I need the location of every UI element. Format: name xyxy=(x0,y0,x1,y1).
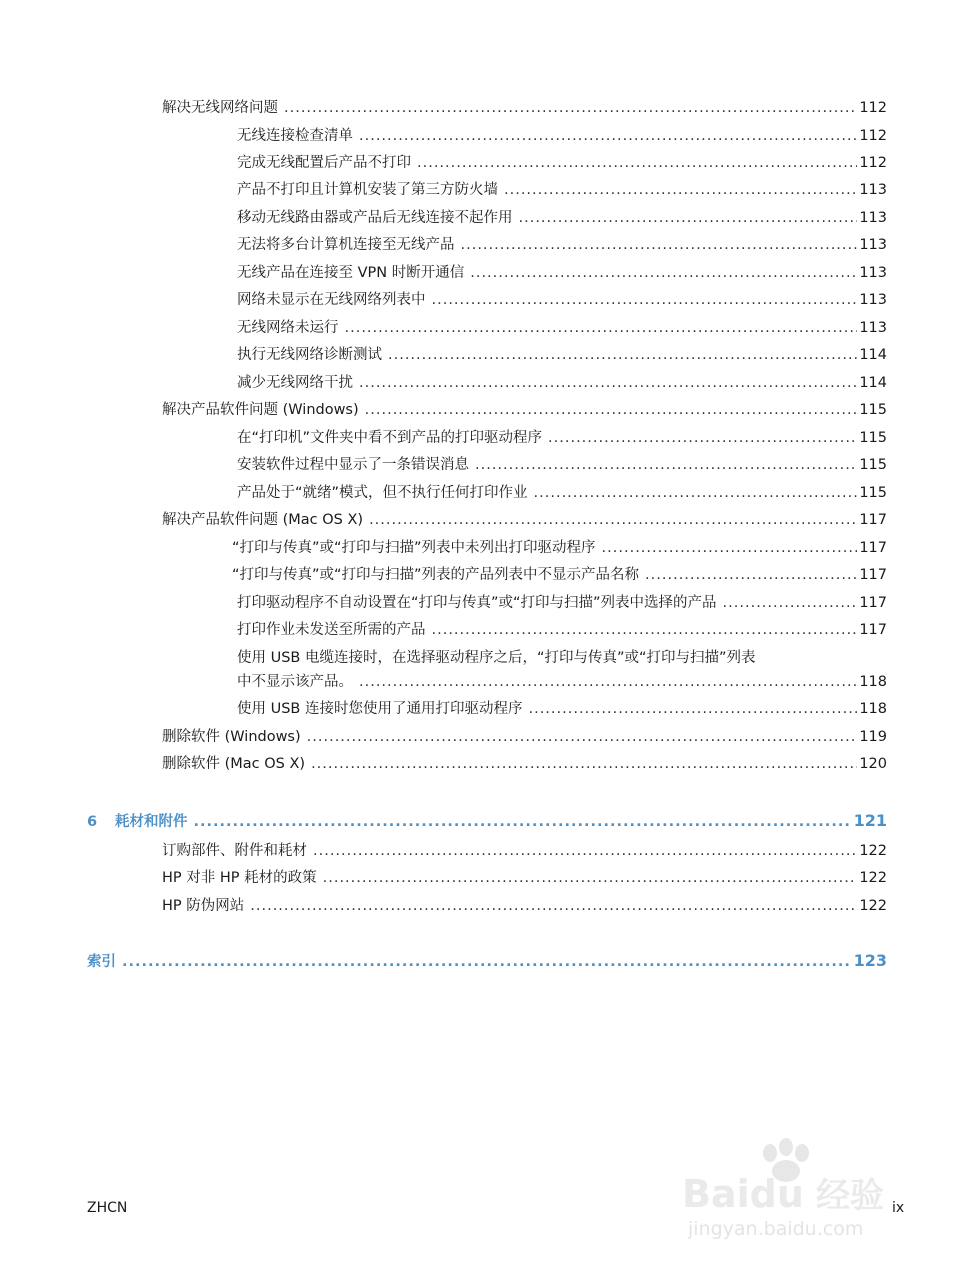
baidu-jingyan-watermark xyxy=(678,1135,908,1245)
toc-chapter-page: 121 xyxy=(853,811,887,830)
toc-entry[interactable] xyxy=(237,484,887,502)
watermark-brand: Baidu xyxy=(682,1172,804,1216)
toc-entry[interactable] xyxy=(237,236,887,254)
toc-leader xyxy=(122,953,852,971)
toc-leader xyxy=(311,755,857,773)
toc-entry[interactable] xyxy=(237,291,887,309)
toc-leader xyxy=(470,264,857,282)
toc-entry-title: 解决产品软件问题 (Mac OS X) xyxy=(162,512,364,528)
toc-leader xyxy=(323,869,858,887)
toc-entry-page: 113 xyxy=(859,292,887,308)
toc-entry-page: 117 xyxy=(859,595,887,611)
chapter-title-text: 耗材和附件 xyxy=(115,814,188,830)
toc-chapter[interactable] xyxy=(87,952,887,971)
toc-leader xyxy=(548,429,857,447)
toc-entry[interactable] xyxy=(232,539,887,557)
toc-entry-page: 115 xyxy=(859,430,887,446)
toc-entry-title: HP 防伪网站 xyxy=(162,898,245,914)
toc-chapter[interactable] xyxy=(87,812,887,831)
toc-entry-page: 114 xyxy=(859,347,887,363)
toc-entry-page: 115 xyxy=(859,457,887,473)
toc-entry[interactable] xyxy=(162,511,887,529)
toc-entry-page: 117 xyxy=(859,567,887,583)
toc-entry-title-line1[interactable]: 使用 USB 电缆连接时，在选择驱动程序之后，“打印与传真”或“打印与扫描”列表 xyxy=(237,650,756,666)
toc-entry-title: HP 对非 HP 耗材的政策 xyxy=(162,870,317,886)
toc-leader xyxy=(359,673,857,691)
toc-entry-title: 移动无线路由器或产品后无线连接不起作用 xyxy=(237,210,513,226)
toc-entry-page: 117 xyxy=(859,622,887,638)
toc-entry[interactable] xyxy=(162,755,887,773)
toc-entry-title: “打印与传真”或“打印与扫描”列表中未列出打印驱动程序 xyxy=(232,540,596,556)
toc-entry[interactable] xyxy=(237,374,887,392)
toc-entry[interactable] xyxy=(237,319,887,337)
toc-entry-page: 117 xyxy=(859,512,887,528)
toc-entry-title: “打印与传真”或“打印与扫描”列表的产品列表中不显示产品名称 xyxy=(232,567,640,583)
toc-leader xyxy=(417,154,857,172)
toc-entry-title: 打印作业未发送至所需的产品 xyxy=(237,622,426,638)
toc-entry[interactable] xyxy=(162,842,887,860)
toc-entry-title: 解决产品软件问题 (Windows) xyxy=(162,402,359,418)
toc-entry-title: 产品不打印且计算机安装了第三方防火墙 xyxy=(237,182,498,198)
toc-entry-title: 执行无线网络诊断测试 xyxy=(237,347,382,363)
toc-entry-title: 订购部件、附件和耗材 xyxy=(162,843,307,859)
toc-entry-title: 减少无线网络干扰 xyxy=(237,375,353,391)
toc-entry[interactable] xyxy=(162,401,887,419)
toc-entry-title: 无法将多台计算机连接至无线产品 xyxy=(237,237,455,253)
toc-entry-page: 117 xyxy=(859,540,887,556)
toc-entry[interactable] xyxy=(237,594,887,612)
toc-leader xyxy=(432,621,858,639)
toc-entry[interactable] xyxy=(237,429,887,447)
toc-leader xyxy=(475,456,857,474)
toc-entry-page: 113 xyxy=(859,320,887,336)
toc-entry-title: 无线产品在连接至 VPN 时断开通信 xyxy=(237,265,465,281)
toc-leader xyxy=(359,127,857,145)
toc-entry[interactable] xyxy=(237,346,887,364)
toc-entry-page: 113 xyxy=(859,265,887,281)
toc-chapter-title xyxy=(87,813,194,831)
toc-chapter-title: 索引 xyxy=(87,954,116,970)
toc-entry[interactable] xyxy=(237,264,887,282)
footer-language-code: ZHCN xyxy=(87,1200,128,1216)
toc-entry[interactable] xyxy=(237,181,887,199)
toc-entry[interactable] xyxy=(232,566,887,584)
toc-entry-page: 112 xyxy=(859,100,887,116)
toc-entry[interactable] xyxy=(237,209,887,227)
toc-entry[interactable] xyxy=(237,456,887,474)
toc-entry[interactable] xyxy=(237,621,887,639)
watermark-url: jingyan.baidu.com xyxy=(688,1218,864,1240)
toc-entry-page: 118 xyxy=(859,701,887,717)
toc-leader xyxy=(534,484,858,502)
toc-chapter-page: 123 xyxy=(853,951,887,970)
toc-leader xyxy=(345,319,858,337)
toc-entry-title: 使用 USB 连接时您使用了通用打印驱动程序 xyxy=(237,701,523,717)
toc-entry-page: 113 xyxy=(859,210,887,226)
toc-entry-page: 122 xyxy=(859,843,887,859)
toc-entry[interactable] xyxy=(237,154,887,172)
toc-leader xyxy=(519,209,858,227)
toc-entry-page: 113 xyxy=(859,182,887,198)
toc-leader xyxy=(388,346,857,364)
toc-leader xyxy=(365,401,858,419)
toc-entry-title: 无线网络未运行 xyxy=(237,320,339,336)
toc-entry-title: 打印驱动程序不自动设置在“打印与传真”或“打印与扫描”列表中选择的产品 xyxy=(237,595,717,611)
toc-entry-page: 122 xyxy=(859,898,887,914)
toc-leader xyxy=(528,700,857,718)
toc-leader xyxy=(504,181,857,199)
toc-entry-page: 120 xyxy=(859,756,887,772)
toc-entry-page: 115 xyxy=(859,402,887,418)
toc-leader xyxy=(250,897,857,915)
toc-entry-title: 网络未显示在无线网络列表中 xyxy=(237,292,426,308)
toc-entry-title: 中不显示该产品。 xyxy=(237,674,353,690)
footer-page-number: ix xyxy=(892,1200,905,1216)
toc-entry-page: 122 xyxy=(859,870,887,886)
toc-leader xyxy=(461,236,858,254)
toc-leader xyxy=(307,728,858,746)
toc-entry-title: 删除软件 (Windows) xyxy=(162,729,301,745)
toc-leader xyxy=(602,539,858,557)
toc-entry-title: 安装软件过程中显示了一条错误消息 xyxy=(237,457,469,473)
toc-entry-title: 在“打印机”文件夹中看不到产品的打印驱动程序 xyxy=(237,430,543,446)
toc-leader xyxy=(432,291,858,309)
toc-entry-page: 112 xyxy=(859,155,887,171)
toc-entry-page: 119 xyxy=(859,729,887,745)
toc-entry[interactable] xyxy=(237,700,887,718)
chapter-number: 6 xyxy=(87,814,98,830)
toc-entry[interactable] xyxy=(237,127,887,145)
toc-entry-page: 118 xyxy=(859,674,887,690)
toc-entry-title: 无线连接检查清单 xyxy=(237,128,353,144)
toc-leader xyxy=(359,374,857,392)
toc-entry-title: 完成无线配置后产品不打印 xyxy=(237,155,411,171)
toc-entry-title: 解决无线网络问题 xyxy=(162,100,278,116)
toc-leader xyxy=(313,842,857,860)
toc-entry[interactable] xyxy=(237,673,887,691)
toc-entry-page: 115 xyxy=(859,485,887,501)
toc-entry[interactable] xyxy=(162,99,887,117)
toc-leader xyxy=(284,99,857,117)
toc-leader xyxy=(369,511,857,529)
toc-leader xyxy=(194,813,852,831)
watermark-cn: 经验 xyxy=(816,1176,884,1216)
toc-entry-page: 113 xyxy=(859,237,887,253)
toc-entry-title: 产品处于“就绪”模式，但不执行任何打印作业 xyxy=(237,485,528,501)
toc-entry-page: 112 xyxy=(859,128,887,144)
toc-entry-title: 删除软件 (Mac OS X) xyxy=(162,756,306,772)
toc-entry[interactable] xyxy=(162,728,887,746)
toc-leader xyxy=(645,566,857,584)
toc-leader xyxy=(723,594,858,612)
toc-entry[interactable] xyxy=(162,897,887,915)
toc-entry[interactable] xyxy=(162,869,887,887)
toc-entry-page: 114 xyxy=(859,375,887,391)
